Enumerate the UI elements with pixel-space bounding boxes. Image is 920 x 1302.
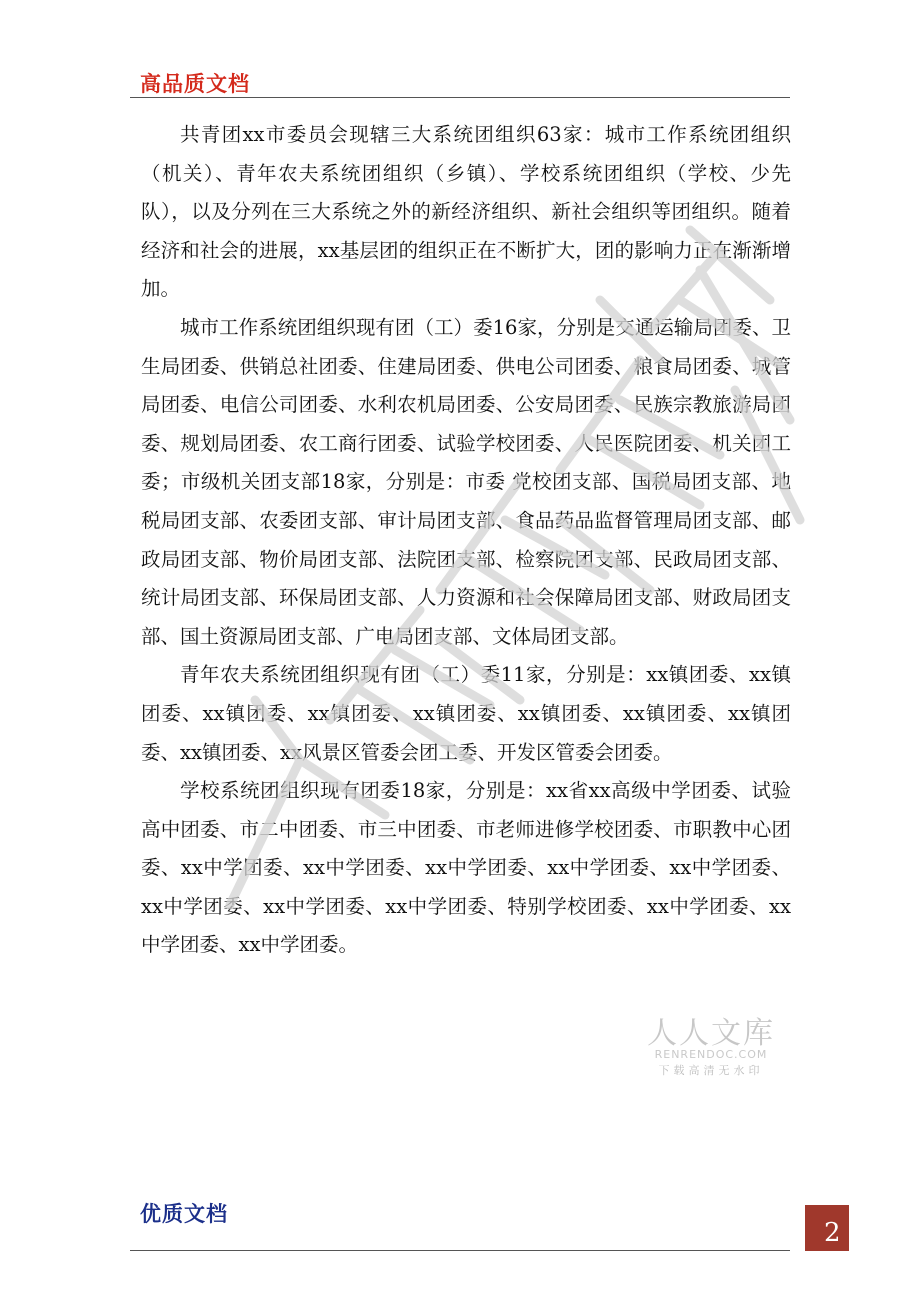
header-title: 高品质文档 [140,72,250,96]
watermark-logo [646,1008,776,1078]
footer-title: 优质文档 [140,1202,228,1226]
paragraph-2: 城市工作系统团组织现有团（工）委16家，分别是交通运输局团委、卫生局团委、供销总社团委、住建局团委、供电公司团委、粮食局团委、城管局团委、电信公司团委、水利农机局团委、公安局团委、民族宗教旅游局团委、规划局团委、农工商行团委、试验学校团委、人民医院团委、机关团工委；市级机关团支部18家，分别是：市委 党校团支部、国税局团支部、地税局团支部、农委团支部、审计局团支部、食品药品监督管理局团支部、邮政局团支部、物价局团支部、法院团支部、检察院团支部、民政局团支部、统计局团支部、环保局团支部、人力资源和社会保障局团支部、财政局团支部、国土资源局团支部、广电局团支部、文体局团支部。 [141,315,791,648]
watermark-logo-subtitle: 下载高清无水印 [658,1064,764,1077]
footer-divider [130,1250,790,1251]
header-divider [130,97,790,98]
paragraph-4: 学校系统团组织现有团委18家，分别是：xx省xx高级中学团委、试验高中团委、市二中团委、市三中团委、市老师进修学校团委、市职教中心团委、xx中学团委、xx中学团委、xx中学团委、xx中学团委、xx中学团委、xx中学团委、xx中学团委、xx中学团委、特别学校团委、xx中学团委、xx中学团委、xx中学团委。 [141,779,791,957]
document-body [141,116,791,965]
watermark-logo-url: RENRENDOC.COM [654,1048,768,1061]
watermark-logo-text: 人人文库 [647,1016,775,1051]
paragraph-1: 共青团xx市委员会现辖三大系统团组织63家：城市工作系统团组织（机关）、青年农夫系统团组织（乡镇）、学校系统团组织（学校、少先队），以及分列在三大系统之外的新经济组织、新社会组织等团组织。随着经济和社会的进展，xx基层团的组织正在不断扩大，团的影响力正在渐渐增加。 [141,123,791,301]
page-number: 2 [824,1218,841,1248]
paragraph-3: 青年农夫系统团组织现有团（工）委11家，分别是：xx镇团委、xx镇团委、xx镇团委、xx镇团委、xx镇团委、xx镇团委、xx镇团委、xx镇团委、xx镇团委、xx风景区管委会团工委、开发区管委会团委。 [141,663,791,764]
